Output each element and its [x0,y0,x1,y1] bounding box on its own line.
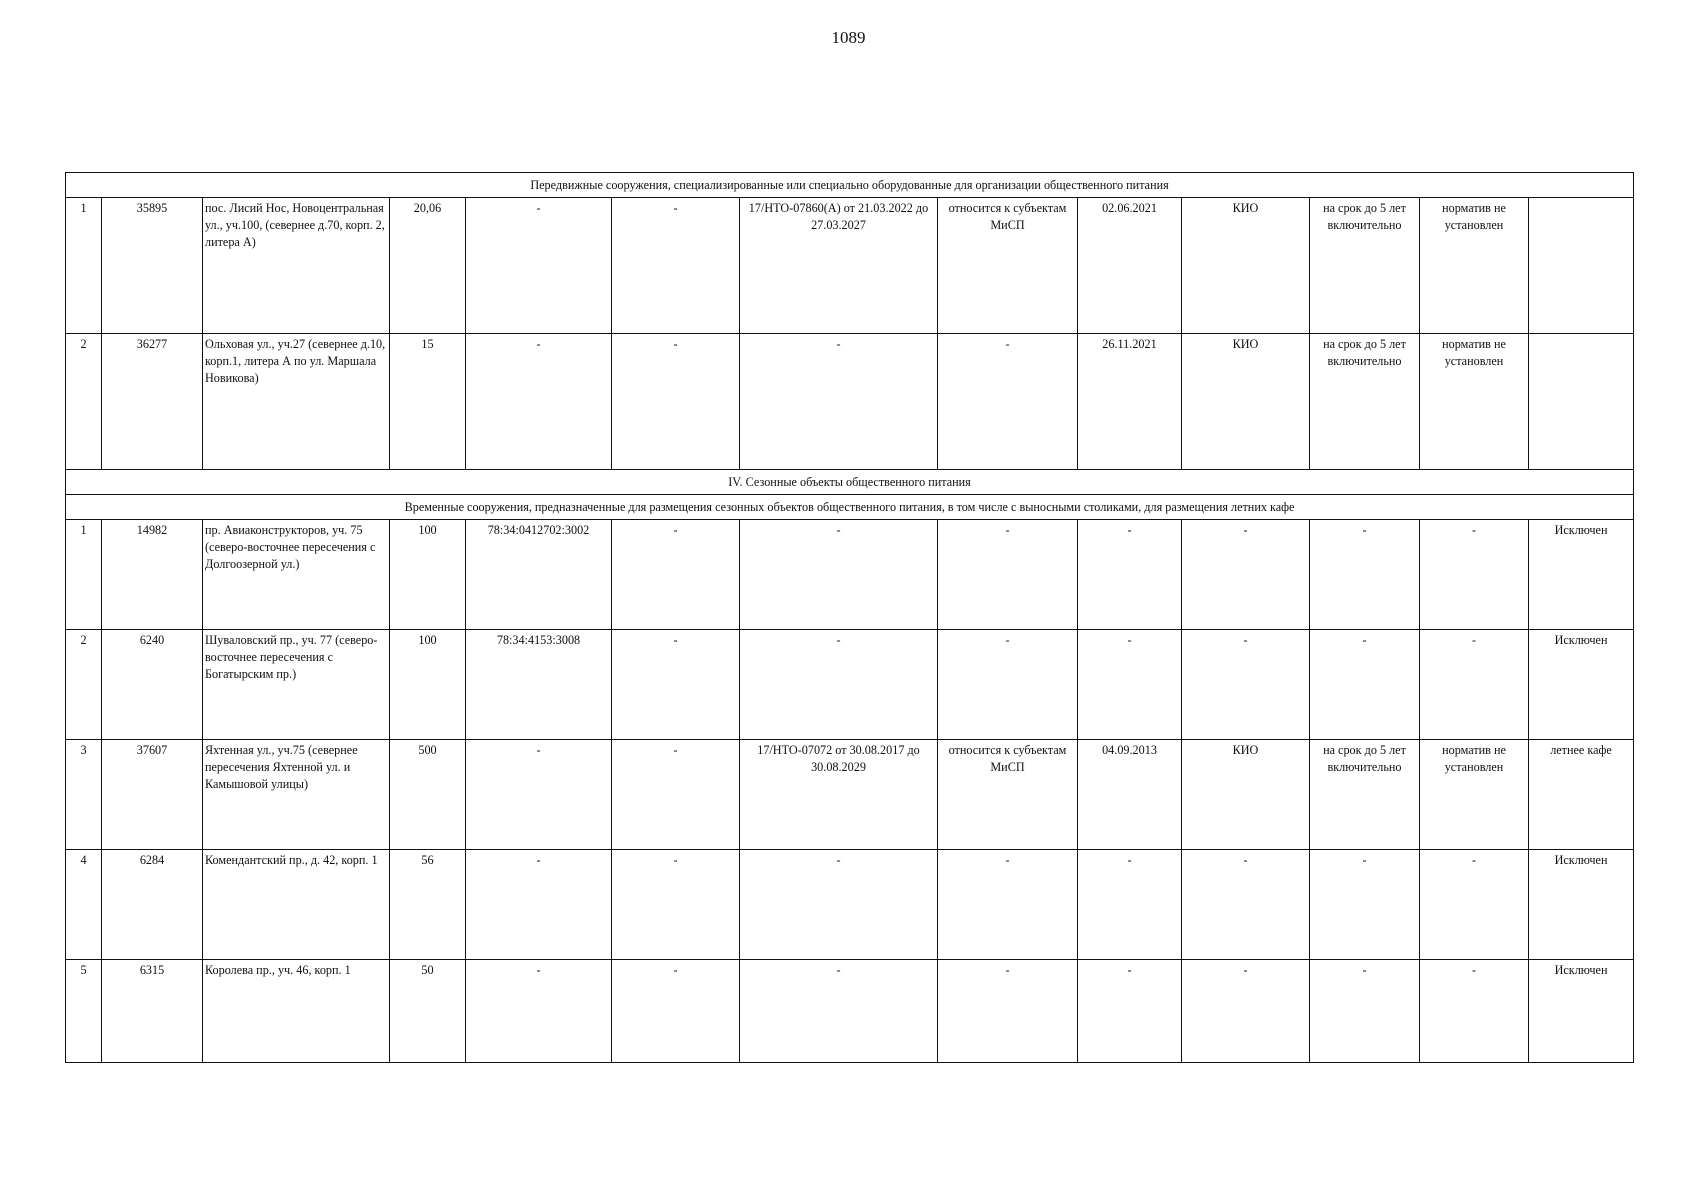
section-row-mobile [66,173,1634,198]
cell-num: 5 [66,960,102,1063]
cell-num: 3 [66,740,102,850]
cell-term: - [1310,850,1420,960]
cell-col5: - [612,850,740,960]
cell-area: 20,06 [390,198,466,334]
cell-col5: - [612,520,740,630]
cell-org: КИО [1182,740,1310,850]
cell-num: 2 [66,630,102,740]
section-title: Передвижные сооружения, специализированные или специально оборудованные для организации общественного питания [66,173,1634,198]
cell-term: - [1310,520,1420,630]
cell-note [1529,334,1634,470]
section-heading: IV. Сезонные объекты общественного питания [66,470,1634,495]
cell-col5: - [612,630,740,740]
cell-area: 50 [390,960,466,1063]
cell-contract: - [740,334,938,470]
cell-norm: - [1420,850,1529,960]
cell-address: пос. Лисий Нос, Новоцентральная ул., уч.100, (севернее д.70, корп. 2, литера А) [203,198,390,334]
cell-num: 1 [66,198,102,334]
cell-contract: - [740,630,938,740]
cell-area: 15 [390,334,466,470]
cell-date: - [1078,520,1182,630]
cell-org: - [1182,960,1310,1063]
section-title: Временные сооружения, предназначенные для размещения сезонных объектов общественного питания, в том числе с выносными столиками, для размещения летних кафе [66,495,1634,520]
cell-norm: норматив не установлен [1420,334,1529,470]
cell-id: 14982 [102,520,203,630]
cell-num: 1 [66,520,102,630]
cell-cadastral: - [466,740,612,850]
cell-smsp: - [938,960,1078,1063]
cell-cadastral: - [466,198,612,334]
cell-address: Королева пр., уч. 46, корп. 1 [203,960,390,1063]
table-row [66,960,1634,1063]
cell-cadastral: 78:34:4153:3008 [466,630,612,740]
table-row [66,630,1634,740]
cell-term: на срок до 5 лет включительно [1310,198,1420,334]
cell-date: - [1078,850,1182,960]
cell-term: на срок до 5 лет включительно [1310,334,1420,470]
cell-address: Комендантский пр., д. 42, корп. 1 [203,850,390,960]
cell-date: 26.11.2021 [1078,334,1182,470]
cell-org: - [1182,630,1310,740]
cell-col5: - [612,960,740,1063]
cell-area: 100 [390,630,466,740]
cell-note: Исключен [1529,960,1634,1063]
cell-note: летнее кафе [1529,740,1634,850]
table-row [66,850,1634,960]
table-row [66,198,1634,334]
cell-col5: - [612,198,740,334]
cell-norm: - [1420,960,1529,1063]
cell-smsp: - [938,334,1078,470]
cell-note [1529,198,1634,334]
registry-table [65,172,1634,1063]
cell-note: Исключен [1529,850,1634,960]
cell-address: Ольховая ул., уч.27 (севернее д.10, корп.1, литера А по ул. Маршала Новикова) [203,334,390,470]
section-row-seasonal [66,470,1634,495]
cell-org: КИО [1182,198,1310,334]
cell-id: 35895 [102,198,203,334]
cell-contract: 17/НТО-07860(А) от 21.03.2022 до 27.03.2027 [740,198,938,334]
cell-contract: - [740,850,938,960]
cell-id: 6284 [102,850,203,960]
cell-area: 56 [390,850,466,960]
cell-term: на срок до 5 лет включительно [1310,740,1420,850]
cell-id: 36277 [102,334,203,470]
cell-cadastral: - [466,850,612,960]
cell-contract: - [740,520,938,630]
cell-note: Исключен [1529,520,1634,630]
cell-term: - [1310,960,1420,1063]
cell-cadastral: - [466,334,612,470]
cell-org: - [1182,850,1310,960]
cell-address: пр. Авиаконструкторов, уч. 75 (северо-восточнее пересечения с Долгоозерной ул.) [203,520,390,630]
cell-date: 04.09.2013 [1078,740,1182,850]
cell-smsp: относится к субъектам МиСП [938,198,1078,334]
cell-org: - [1182,520,1310,630]
table-row [66,334,1634,470]
cell-smsp: - [938,520,1078,630]
cell-cadastral: 78:34:0412702:3002 [466,520,612,630]
cell-area: 100 [390,520,466,630]
cell-id: 37607 [102,740,203,850]
page-number: 1089 [831,28,866,47]
cell-norm: норматив не установлен [1420,198,1529,334]
cell-address: Шуваловский пр., уч. 77 (северо-восточнее пересечения с Богатырским пр.) [203,630,390,740]
table-row [66,520,1634,630]
cell-col5: - [612,740,740,850]
cell-norm: - [1420,630,1529,740]
cell-area: 500 [390,740,466,850]
cell-address: Яхтенная ул., уч.75 (севернее пересечения Яхтенной ул. и Камышовой улицы) [203,740,390,850]
cell-id: 6240 [102,630,203,740]
cell-num: 4 [66,850,102,960]
cell-norm: норматив не установлен [1420,740,1529,850]
section-row-temporary [66,495,1634,520]
cell-date: 02.06.2021 [1078,198,1182,334]
cell-date: - [1078,960,1182,1063]
cell-contract: 17/НТО-07072 от 30.08.2017 до 30.08.2029 [740,740,938,850]
cell-col5: - [612,334,740,470]
cell-contract: - [740,960,938,1063]
cell-smsp: относится к субъектам МиСП [938,740,1078,850]
cell-norm: - [1420,520,1529,630]
cell-smsp: - [938,630,1078,740]
cell-note: Исключен [1529,630,1634,740]
cell-smsp: - [938,850,1078,960]
cell-term: - [1310,630,1420,740]
cell-num: 2 [66,334,102,470]
cell-id: 6315 [102,960,203,1063]
table-row [66,740,1634,850]
cell-date: - [1078,630,1182,740]
cell-cadastral: - [466,960,612,1063]
cell-org: КИО [1182,334,1310,470]
